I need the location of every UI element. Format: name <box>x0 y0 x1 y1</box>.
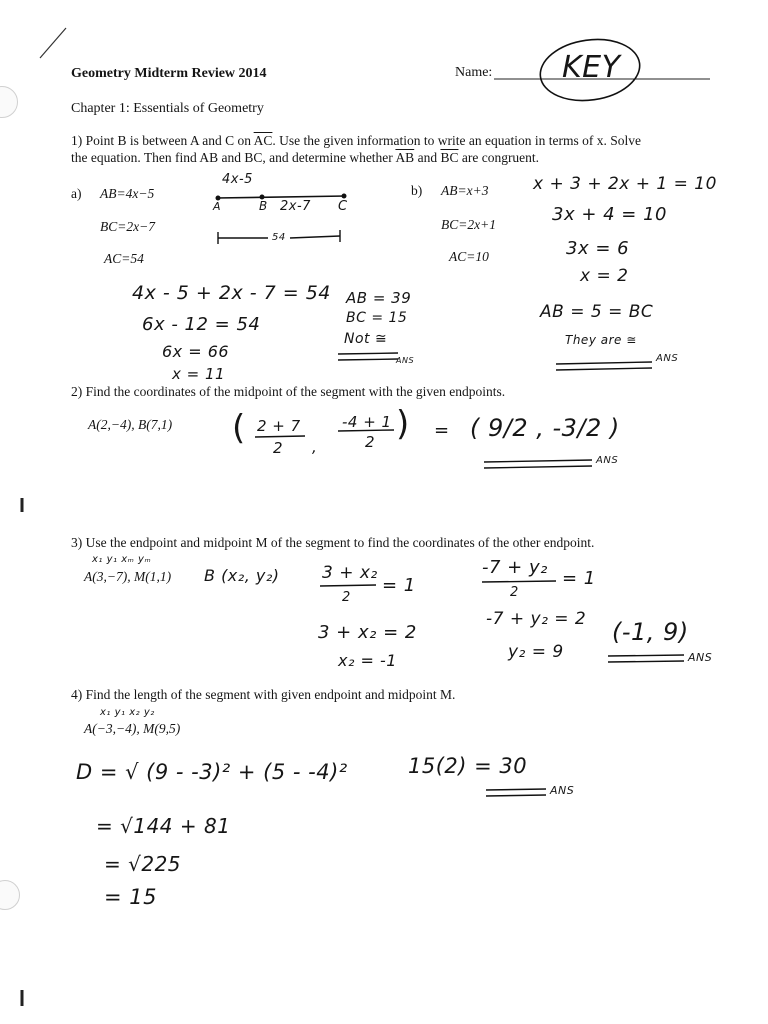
q4-ans-label: ANS <box>550 784 575 797</box>
q1b-work-2: 3x + 4 = 10 <box>552 204 668 225</box>
sketch-segment <box>216 196 346 198</box>
q1b-label: b) <box>411 183 423 198</box>
sketch-point-a: A <box>213 200 222 213</box>
q1a-work-1: 4x - 5 + 2x - 7 = 54 <box>132 282 331 304</box>
q3-frac-num-x: 3 + x₂ <box>322 563 378 583</box>
name-answer: KEY <box>562 50 621 85</box>
q1a-work-3: 6x = 66 <box>162 342 230 361</box>
q1a-ab: AB=4x−5 <box>100 186 155 201</box>
q3-ans-label: ANS <box>688 651 713 664</box>
q3-work-x-2: x₂ = -1 <box>338 651 397 670</box>
q4-result: 15(2) = 30 <box>408 754 528 778</box>
q3-prompt: 3) Use the endpoint and midpoint M of the segment to find the coordinates of the other endpoint. <box>71 535 595 550</box>
q3-eq-x: = 1 <box>382 575 416 596</box>
q2-comma: , <box>312 438 318 456</box>
q2-denominator-x: 2 <box>273 439 284 457</box>
q2-open-paren: ( <box>232 408 246 448</box>
q2-answer: ( 9/2 , -3/2 ) <box>470 414 620 442</box>
q2-given: A(2,−4), B(7,1) <box>88 417 173 432</box>
q4-prompt: 4) Find the length of the segment with given endpoint and midpoint M. <box>71 687 456 702</box>
corner-mark <box>40 28 66 58</box>
chapter-heading: Chapter 1: Essentials of Geometry <box>71 101 264 116</box>
q3-work-y-1: -7 + y₂ = 2 <box>486 609 587 629</box>
q1b-work-5: AB = 5 = BC <box>540 302 654 322</box>
q1a-label: a) <box>71 186 82 201</box>
q1b-work-1: x + 3 + 2x + 1 = 10 <box>533 174 717 194</box>
q1b-ac: AC=10 <box>449 249 489 264</box>
q3-work-x-1: 3 + x₂ = 2 <box>318 622 417 643</box>
segment-bc: $\overline{BC}$ <box>440 150 459 165</box>
q2-prompt: 2) Find the coordinates of the midpoint of the segment with the given endpoints. <box>71 384 506 399</box>
q1a-result-congruence: Not ≅ <box>344 331 388 347</box>
sketch-point-b: B <box>259 199 268 213</box>
q1b-ab: AB=x+3 <box>441 183 489 198</box>
sketch-point-c: C <box>338 199 348 214</box>
q1-prompt-line2: the equation. Then find AB and BC, and determine whether $\overline{AB}$ and $\overline{BC}$ are congruent. <box>71 150 540 165</box>
q1-prompt-line1: 1) Point B is between A and C on $\overline{AC}$. Use the given information to write an equation in terms of x. Solve <box>71 133 641 148</box>
point-c-dot <box>342 194 347 199</box>
sketch-top-label: 4x-5 <box>222 172 253 187</box>
q4-variable-labels: x₁ y₁ x₂ y₂ <box>100 707 155 718</box>
q2-ans-label: ANS <box>596 455 619 466</box>
q3-frac-num-y: -7 + y₂ <box>482 557 548 578</box>
segment-ab: $\overline{AB}$ <box>395 150 415 165</box>
q1a-ans-label: ANS <box>396 356 415 365</box>
q1a-work-4: x = 11 <box>172 365 226 383</box>
q1b-work-3: 3x = 6 <box>566 238 630 259</box>
q3-frac-den-y: 2 <box>510 585 519 600</box>
q2-numerator-x: 2 + 7 <box>257 417 301 435</box>
worksheet-title: Geometry Midterm Review 2014 <box>71 66 267 81</box>
q3-answer: (-1, 9) <box>612 618 689 646</box>
q1a-result-ab: AB = 39 <box>346 289 412 307</box>
q1b-ans-label: ANS <box>656 353 679 364</box>
q2-numerator-y: -4 + 1 <box>342 413 392 431</box>
q1b-work-6: They are ≅ <box>565 333 637 347</box>
q1a-bc: BC=2x−7 <box>100 219 155 234</box>
q3-eq-y: = 1 <box>562 568 596 589</box>
q3-work-y-2: y₂ = 9 <box>508 642 564 662</box>
q4-work-3: = √225 <box>104 852 182 876</box>
q3-given: A(3,−7), M(1,1) <box>84 569 172 584</box>
q4-work-1: D = √ (9 - -3)² + (5 - -4)² <box>76 760 348 784</box>
q3-point-b: B (x₂, y₂) <box>204 566 280 585</box>
q3-frac-den-x: 2 <box>342 590 351 605</box>
q4-work-2: = √144 + 81 <box>96 814 231 838</box>
q2-equals: = <box>434 420 450 441</box>
q1b-bc: BC=2x+1 <box>441 217 496 232</box>
q4-given: A(−3,−4), M(9,5) <box>84 721 181 736</box>
q1a-result-bc: BC = 15 <box>346 310 408 326</box>
q1b-work-4: x = 2 <box>580 266 629 286</box>
segment-ac: $\overline{AC}$ <box>253 133 273 148</box>
q4-work-4: = 15 <box>104 885 157 909</box>
name-label: Name: <box>455 65 493 80</box>
q3-variable-labels: x₁ y₁ xₘ yₘ <box>92 554 152 565</box>
sketch-bc-label: 2x-7 <box>280 199 311 214</box>
q2-close-paren: ) <box>396 404 410 444</box>
q1a-ac: AC=54 <box>104 251 144 266</box>
sketch-total-label: 54 <box>272 232 286 243</box>
q1a-work-2: 6x - 12 = 54 <box>142 314 261 335</box>
q2-denominator-y: 2 <box>365 433 376 451</box>
